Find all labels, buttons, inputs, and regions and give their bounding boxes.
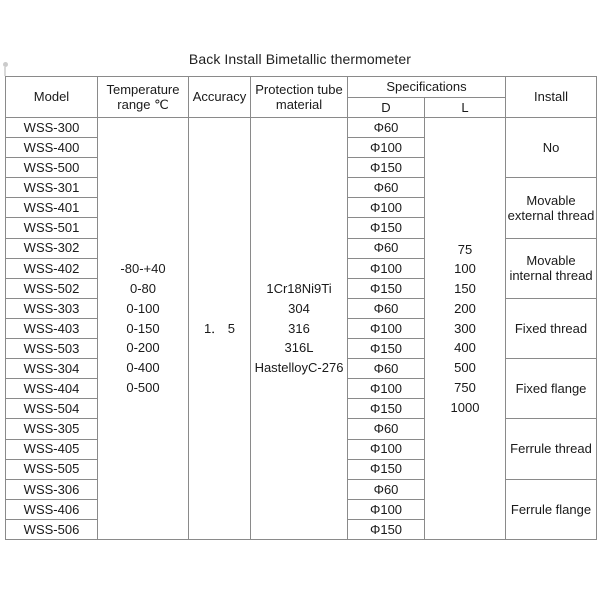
install-label-line1: Fixed flange — [515, 381, 587, 397]
cell-model: WSS-300 — [6, 118, 98, 138]
temperature-range-value: 0-200 — [126, 340, 160, 356]
install-label-line1: Ferrule flange — [510, 501, 592, 517]
cell-model: WSS-504 — [6, 399, 98, 419]
cell-model: WSS-401 — [6, 198, 98, 218]
temperature-range-value: 0-100 — [126, 300, 160, 316]
cell-diameter: Φ150 — [348, 158, 425, 178]
length-value: 100 — [454, 261, 476, 277]
cell-model: WSS-502 — [6, 278, 98, 298]
cell-diameter: Φ100 — [348, 198, 425, 218]
header-row-primary — [6, 77, 597, 98]
cell-model: WSS-501 — [6, 218, 98, 238]
cell-diameter: Φ100 — [348, 499, 425, 519]
cell-install — [506, 118, 597, 178]
cell-diameter: Φ150 — [348, 459, 425, 479]
cell-length — [425, 118, 506, 540]
cell-install — [506, 238, 597, 298]
cell-diameter: Φ100 — [348, 318, 425, 338]
cell-model: WSS-405 — [6, 439, 98, 459]
cell-diameter: Φ100 — [348, 258, 425, 278]
cell-protection-tube-material — [251, 118, 348, 540]
cell-diameter: Φ100 — [348, 379, 425, 399]
cell-model: WSS-503 — [6, 339, 98, 359]
cell-accuracy: 1． 5 — [189, 118, 251, 540]
header-temperature-range-line1: Temperature — [106, 81, 180, 97]
header-temperature-range — [98, 77, 189, 118]
cell-diameter: Φ100 — [348, 439, 425, 459]
cell-model: WSS-306 — [6, 479, 98, 499]
material-value: HastelloyC-276 — [254, 360, 344, 376]
material-value: 316 — [288, 320, 310, 336]
cell-install — [506, 298, 597, 358]
header-specifications: Specifications — [348, 77, 506, 98]
install-label-line1: No — [542, 139, 560, 155]
cell-model: WSS-506 — [6, 519, 98, 539]
header-model: Model — [6, 77, 98, 118]
install-label-line1: Movable — [526, 252, 576, 268]
length-value: 1000 — [450, 399, 480, 415]
cell-diameter: Φ150 — [348, 519, 425, 539]
length-value: 200 — [454, 300, 476, 316]
header-protection-tube-line2: material — [275, 97, 323, 112]
cell-diameter: Φ60 — [348, 419, 425, 439]
install-label-line1: Movable — [526, 192, 576, 208]
cell-diameter: Φ150 — [348, 399, 425, 419]
cell-diameter: Φ100 — [348, 138, 425, 158]
temperature-range-value: 0-500 — [126, 379, 160, 395]
cell-temperature-range — [98, 118, 189, 540]
cell-diameter: Φ60 — [348, 118, 425, 138]
cell-diameter: Φ150 — [348, 339, 425, 359]
header-temperature-range-line2: range ℃ — [117, 97, 169, 112]
temperature-range-value: 0-80 — [129, 281, 157, 297]
cell-model: WSS-404 — [6, 379, 98, 399]
install-label-line2: external thread — [507, 207, 595, 223]
material-value: 316L — [284, 340, 314, 356]
cell-model: WSS-305 — [6, 419, 98, 439]
temperature-range-value: -80-+40 — [120, 261, 166, 277]
cell-model: WSS-406 — [6, 499, 98, 519]
cell-model: WSS-303 — [6, 298, 98, 318]
material-value: 1Cr18Ni9Ti — [266, 281, 332, 297]
header-protection-tube-line1: Protection tube — [255, 81, 343, 97]
table-title: Back Install Bimetallic thermometer — [188, 51, 412, 67]
cell-install — [506, 479, 597, 539]
cell-model: WSS-402 — [6, 258, 98, 278]
cell-diameter: Φ60 — [348, 479, 425, 499]
cell-diameter: Φ60 — [348, 238, 425, 258]
install-label-line1: Ferrule thread — [510, 441, 592, 457]
length-value: 750 — [454, 379, 476, 395]
cell-model: WSS-500 — [6, 158, 98, 178]
specification-table — [5, 76, 597, 540]
install-label-line2: internal thread — [509, 268, 593, 284]
header-protection-tube-material — [251, 77, 348, 118]
cell-install — [506, 178, 597, 238]
table-body — [6, 118, 597, 540]
length-value: 300 — [454, 320, 476, 336]
temperature-range-value: 0-150 — [126, 320, 160, 336]
cell-install — [506, 419, 597, 479]
table-header — [6, 77, 597, 118]
cell-model: WSS-304 — [6, 359, 98, 379]
header-length: L — [425, 97, 506, 118]
length-value: 500 — [454, 360, 476, 376]
cell-diameter: Φ60 — [348, 298, 425, 318]
header-install: Install — [506, 77, 597, 118]
cell-diameter: Φ150 — [348, 218, 425, 238]
temperature-range-value: 0-400 — [126, 360, 160, 376]
length-value: 75 — [457, 241, 473, 257]
scan-artifact-mark — [4, 67, 6, 76]
material-value: 304 — [288, 300, 310, 316]
cell-diameter: Φ150 — [348, 278, 425, 298]
cell-model: WSS-302 — [6, 238, 98, 258]
cell-model: WSS-505 — [6, 459, 98, 479]
header-accuracy: Accuracy — [189, 77, 251, 118]
cell-model: WSS-301 — [6, 178, 98, 198]
header-diameter: D — [348, 97, 425, 118]
cell-model: WSS-400 — [6, 138, 98, 158]
cell-install — [506, 359, 597, 419]
length-value: 150 — [454, 281, 476, 297]
cell-diameter: Φ60 — [348, 359, 425, 379]
length-value: 400 — [454, 340, 476, 356]
table-row — [6, 118, 597, 138]
cell-model: WSS-403 — [6, 318, 98, 338]
cell-diameter: Φ60 — [348, 178, 425, 198]
install-label-line1: Fixed thread — [514, 320, 588, 336]
